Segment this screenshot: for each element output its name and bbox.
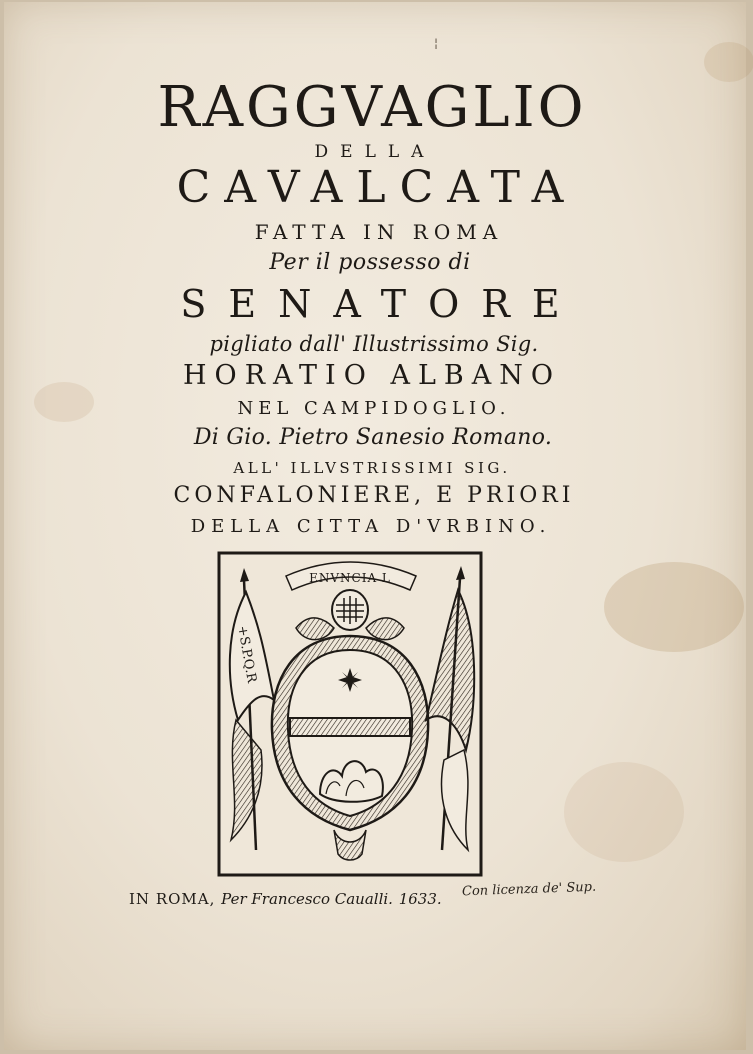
author-line: Di Gio. Pietro Sanesio Romano.: [193, 425, 553, 450]
title-della: DELLA: [314, 142, 436, 162]
dedication-urbino: DELLA CITTA D'VRBINO.: [190, 516, 552, 537]
license-handwritten: Con licenza de' Sup.: [461, 879, 597, 900]
dedication-confaloniere: CONFALONIERE, E PRIORI: [173, 483, 575, 508]
title-page: [4, 2, 746, 1050]
title-horatio-albano: HORATIO ALBANO: [183, 360, 561, 391]
imprint-place: IN ROMA,: [129, 890, 216, 908]
foxing-stain: [564, 762, 684, 862]
title-pigliato: pigliato dall' Illustrissimo Sig.: [209, 332, 539, 356]
title-fatta-in-roma: FATTA IN ROMA: [254, 220, 504, 244]
dedication-line: ALL' ILLVSTRISSIMI SIG.: [233, 459, 511, 477]
imprint-publisher: Per Francesco Caualli.: [221, 890, 393, 908]
title-cavalcata: CAVALCATA: [176, 162, 578, 213]
svg-text:+S.P.Q.R: +S.P.Q.R: [234, 624, 259, 684]
ink-mark: ¦: [434, 36, 439, 50]
title-senatore: SENATORE: [180, 282, 582, 326]
foxing-stain: [604, 562, 744, 652]
fess-band: [290, 718, 410, 736]
foxing-stain: [704, 42, 753, 82]
title-raggvaglio: RAGGVAGLIO: [157, 75, 587, 140]
title-per-il-possesso: Per il possesso di: [269, 250, 471, 275]
imprint-line: [129, 890, 442, 908]
motto-text: ENVNCIA L: [309, 571, 391, 585]
title-campidoglio: NEL CAMPIDOGLIO.: [237, 398, 511, 419]
imprint-year: 1633.: [398, 890, 442, 908]
coat-of-arms-woodcut: [216, 550, 484, 878]
